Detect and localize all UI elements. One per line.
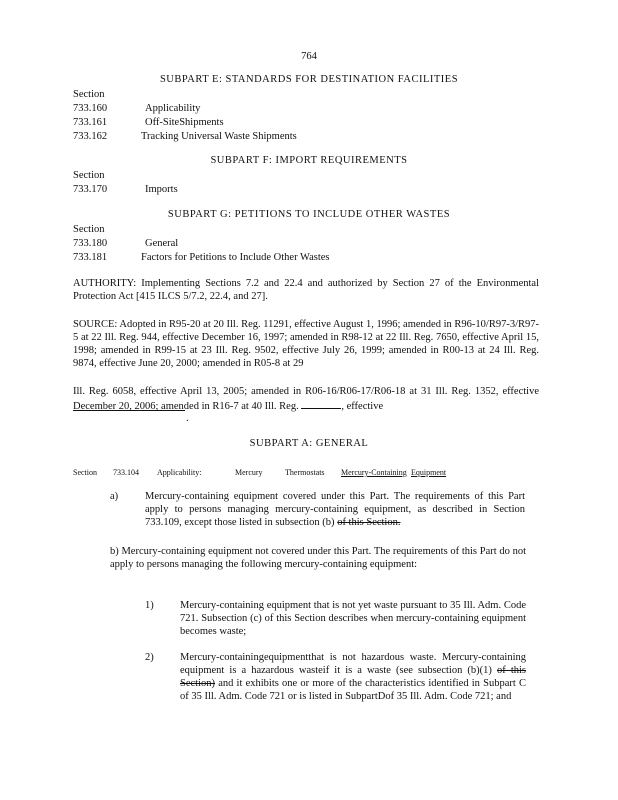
section-number: 733.162	[73, 131, 108, 142]
blank-line	[301, 398, 341, 409]
source-note-part2	[73, 385, 539, 413]
subsection-text: Mercury-containing equipment covered under this Part. The requirements of this Part apply to persons managing mercury-containing equipment, as described in Section 733.109, except those listed in subsection (b)	[145, 491, 525, 528]
source-text: Ill. Reg. 6058, effective April 13, 2005; amended in R06-16/R06-17/R06-18 at 31 Ill. Reg. 1352, effective December 20, 2006; amended in R16-7 at 40 Ill. Reg.	[73, 386, 539, 412]
struck-text: of this Section.	[337, 517, 401, 528]
section-number: 733.161	[73, 117, 108, 128]
subpart-g-heading: SUBPART G: PETITIONS TO INCLUDE OTHER WASTES	[167, 209, 451, 220]
section-title: Factors for Petitions to Include Other Wastes	[141, 252, 330, 263]
struck-text: of this Section)	[180, 665, 527, 689]
applicability-word: Applicability:	[157, 468, 202, 477]
section-label: Section	[73, 224, 105, 235]
section-number: 733.170	[73, 184, 108, 195]
subsection-a-text	[145, 490, 525, 529]
section-number: 733.160	[73, 103, 108, 114]
section-number: 733.104	[113, 468, 139, 477]
section-label: Section	[73, 170, 105, 181]
section-title: Imports	[145, 184, 178, 195]
toc-row	[73, 102, 543, 116]
item-1-marker: 1)	[145, 600, 154, 611]
section-number: 733.180	[73, 238, 108, 249]
section-word: Section	[73, 468, 97, 477]
item-text: and it exhibits one or more of the characteristics identified in Subpart C of 35 Ill. Adm. Code 721 or is listed in SubpartDof 35 Ill. Adm. Code 721; and	[180, 678, 526, 702]
section-heading-line	[73, 466, 523, 478]
subpart-e-heading: SUBPART E: STANDARDS FOR DESTINATION FACILITIES	[159, 74, 459, 85]
blank-line	[73, 410, 185, 411]
subpart-g-toc	[73, 223, 543, 265]
mercury-word: Mercury	[235, 468, 263, 477]
toc-row	[73, 116, 543, 130]
subsection-b-text: b) Mercury-containing equipment not covered under this Part. The requirements of this Part do not apply to persons managing the following mercury-containing equipment:	[110, 546, 526, 570]
item-2-marker: 2)	[145, 652, 154, 663]
section-title: Applicability	[145, 103, 201, 114]
subpart-f-toc	[73, 169, 543, 197]
subsection-a-marker: a)	[110, 491, 119, 502]
item-text: Mercury-containingequipmentthat is not hazardous waste. Mercury-containing equipment is a hazardous wasteif it is a waste (see subsection (b)(1)	[180, 652, 526, 676]
thermostats-word: Thermostats	[285, 468, 325, 477]
toc-row	[73, 183, 543, 197]
item-2-text	[180, 651, 526, 703]
mercury-containing-word: Mercury-Containing	[341, 468, 407, 477]
toc-row	[73, 237, 543, 251]
subpart-f-heading: SUBPART F: IMPORT REQUIREMENTS	[210, 155, 408, 166]
item-1-text: Mercury-containing equipment that is not yet waste pursuant to 35 Ill. Adm. Code 721. Subsection (c) of this Section describes when mercury-containing equipment becomes waste;	[180, 600, 526, 637]
equipment-word: Equipment	[411, 468, 447, 477]
toc-row	[73, 251, 543, 265]
section-title: General	[145, 238, 179, 249]
source-end: .	[186, 413, 189, 424]
section-title: Tracking Universal Waste Shipments	[141, 131, 297, 142]
section-number: 733.181	[73, 252, 108, 263]
source-note-part1: SOURCE: Adopted in R95-20 at 20 Ill. Reg. 11291, effective August 1, 1996; amended in R96-10/R97-3/R97-5 at 22 Ill. Reg. 944, effective December 16, 1997; amended in R98-12 at 22 Ill. Reg. 7650, effective April 15, 1998; amended in R99-15 at 23 Ill. Reg. 9502, effective July 26, 1999; amended in R00-13 at 24 Ill. Reg. 9874, effective June 20, 2000; amended in R05-8 at 29	[73, 319, 539, 369]
authority-note: AUTHORITY: Implementing Sections 7.2 and 22.4 and authorized by Section 27 of the Environmental Protection Act [415 ILCS 5/7.2, 22.4, and 27].	[73, 278, 539, 302]
subpart-a-heading: SUBPART A: GENERAL	[249, 438, 369, 449]
page-number: 764	[301, 51, 317, 62]
section-title: Off-SiteShipments	[145, 117, 224, 128]
subpart-e-toc	[73, 88, 543, 144]
section-label: Section	[73, 89, 105, 100]
source-text: , effective	[341, 401, 384, 412]
toc-row	[73, 130, 543, 144]
